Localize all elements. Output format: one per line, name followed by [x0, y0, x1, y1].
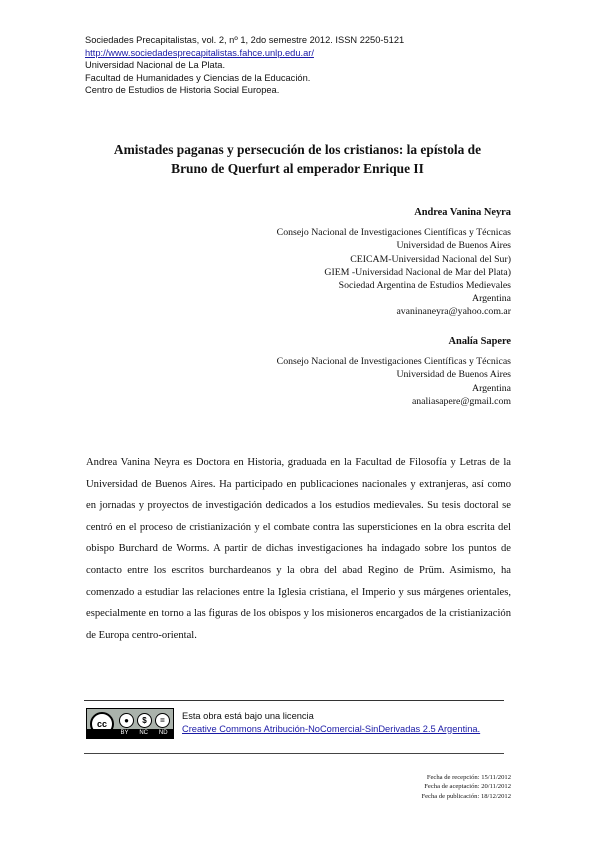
- date-received: Fecha de recepción: 15/11/2012: [426, 774, 511, 781]
- title-line-1: Amistades paganas y persecución de los cristianos: la epístola de: [113, 142, 482, 157]
- author-2-block: [277, 335, 511, 408]
- license-top-rule: [84, 700, 504, 701]
- license-block: [86, 708, 516, 744]
- journal-header: [85, 34, 404, 97]
- badge-nd-label: ND: [158, 730, 168, 736]
- author-1-block: [277, 206, 511, 319]
- university-name: Universidad Nacional de La Plata.: [85, 60, 226, 71]
- bottom-rule: [84, 753, 504, 754]
- author-1-affiliation: Universidad de Buenos Aires: [396, 240, 511, 252]
- author-1-country: Argentina: [472, 293, 511, 305]
- author-1-affiliation: Sociedad Argentina de Estudios Medievales: [338, 280, 511, 292]
- date-published: Fecha de publicación: 18/12/2012: [421, 792, 511, 800]
- journal-citation: Sociedades Precapitalistas, vol. 2, nº 1, 2do semestre 2012. ISSN 2250-5121: [85, 35, 405, 45]
- author-2-country: Argentina: [472, 382, 511, 394]
- author-2-name: Analía Sapere: [448, 336, 511, 347]
- author-1-name: Andrea Vanina Neyra: [414, 207, 511, 218]
- license-text: [182, 710, 480, 735]
- author-2-affiliation: Universidad de Buenos Aires: [396, 369, 511, 381]
- journal-url-link[interactable]: http://www.sociedadesprecapitalistas.fahce.unlp.edu.ar/: [85, 47, 314, 58]
- cc-logo-icon: cc: [90, 712, 114, 736]
- author-2-email: analiasapere@gmail.com: [411, 395, 511, 407]
- publication-dates: [421, 773, 511, 801]
- date-accepted: Fecha de aceptación: 20/11/2012: [424, 783, 511, 791]
- noncommercial-icon: $: [137, 713, 152, 728]
- noderivatives-icon: =: [155, 713, 170, 728]
- license-intro: Esta obra está bajo una licencia: [182, 711, 314, 721]
- faculty-name: Facultad de Humanidades y Ciencias de la Educación.: [85, 72, 311, 83]
- badge-by-label: BY: [120, 730, 129, 736]
- author-2-affiliation: Consejo Nacional de Investigaciones Científicas y Técnicas: [276, 356, 511, 368]
- author-1-affiliation: GIEM -Universidad Nacional de Mar del Plata): [324, 266, 511, 278]
- license-link[interactable]: Creative Commons Atribución-NoComercial-SinDerivadas 2.5 Argentina.: [182, 723, 481, 734]
- author-1-affiliation: CEICAM-Universidad Nacional del Sur): [350, 253, 511, 265]
- article-title: [60, 140, 535, 178]
- cc-badge-bar: [87, 729, 173, 738]
- badge-nc-label: NC: [139, 730, 148, 736]
- attribution-icon: ●: [119, 713, 134, 728]
- author-1-affiliation: Consejo Nacional de Investigaciones Científicas y Técnicas: [276, 227, 511, 239]
- author-1-email: avaninaneyra@yahoo.com.ar: [396, 306, 511, 318]
- center-name: Centro de Estudios de Historia Social Europea.: [85, 85, 280, 96]
- cc-license-badge[interactable]: [86, 708, 174, 739]
- title-line-2: Bruno de Querfurt al emperador Enrique II: [171, 161, 424, 176]
- author-bio-paragraph: Andrea Vanina Neyra es Doctora en Historia, graduada en la Facultad de Filosofía y Letras de la Universidad de Buenos Aires. Ha participado en publicaciones nacionales y extranjeras, así como en jornadas y proyectos de investigación dedicados a los estudios medievales. Su tesis doctoral se centró en el proceso de cristianización y el combate contra las supersticiones en la obra escrita del obispo Burchard de Worms. A partir de dichas investigaciones ha indagado sobre los puntos de contacto entre los escritos burchardeanos y la obra del abad Regino de Prüm. Asimismo, ha comenzado a estudiar las relaciones entre la Iglesia cristiana, el Imperio y sus márgenes orientales, especialmente en torno a las figuras de los obispos y los misioneros encargados de la cristianización de Europa centro-oriental.: [86, 457, 511, 641]
